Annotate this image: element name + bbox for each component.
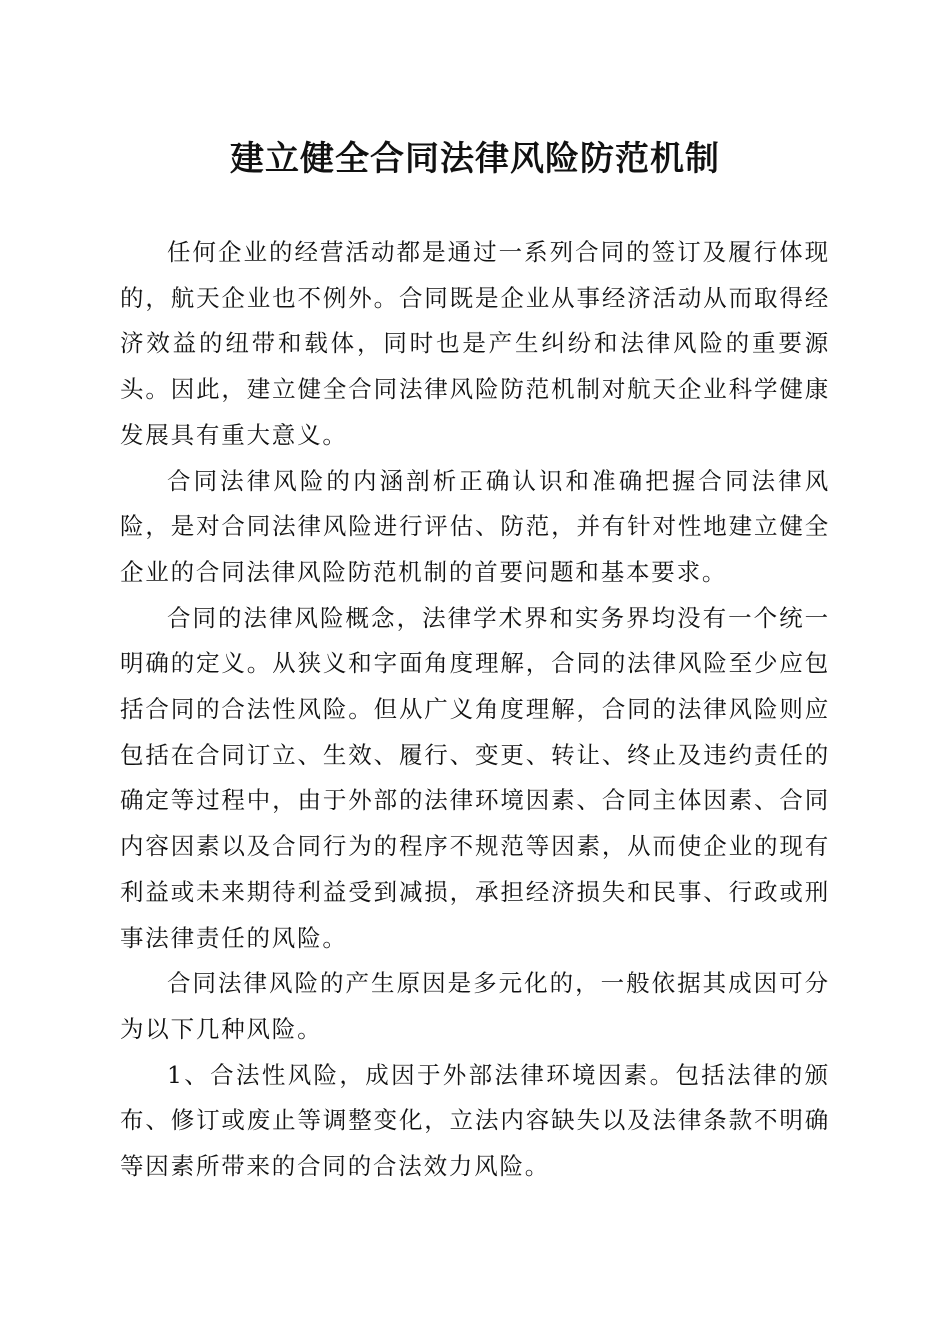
paragraph-intro: 任何企业的经营活动都是通过一系列合同的签订及履行体现的，航天企业也不例外。合同既是企业从事经济活动从而取得经济效益的纽带和载体，同时也是产生纠纷和法律风险的重要源头。因此，建立健全合同法律风险防范机制对航天企业科学健康发展具有重大意义。 xyxy=(120,238,830,449)
document-title: 建立健全合同法律风险防范机制 xyxy=(230,139,720,179)
paragraph-definition: 合同的法律风险概念，法律学术界和实务界均没有一个统一明确的定义。从狭义和字面角度理解，合同的法律风险至少应包括合同的合法性风险。但从广义角度理解，合同的法律风险则应包括在合同订立、生效、履行、变更、转让、终止及违约责任的确定等过程中，由于外部的法律环境因素、合同主体因素、合同内容因素以及合同行为的程序不规范等因素，从而使企业的现有利益或未来期待利益受到减损，承担经济损失和民事、行政或刑事法律责任的风险。 xyxy=(120,603,830,952)
document-body xyxy=(120,230,830,1190)
paragraph-connotation: 合同法律风险的内涵剖析正确认识和准确把握合同法律风险，是对合同法律风险进行评估、防范，并有针对性地建立健全企业的合同法律风险防范机制的首要问题和基本要求。 xyxy=(120,466,830,586)
paragraph-legality-risk: 1、合法性风险，成因于外部法律环境因素。包括法律的颁布、修订或废止等调整变化，立法内容缺失以及法律条款不明确等因素所带来的合同的合法效力风险。 xyxy=(120,1060,830,1181)
paragraph-causes: 合同法律风险的产生原因是多元化的，一般依据其成因可分为以下几种风险。 xyxy=(120,969,830,1043)
